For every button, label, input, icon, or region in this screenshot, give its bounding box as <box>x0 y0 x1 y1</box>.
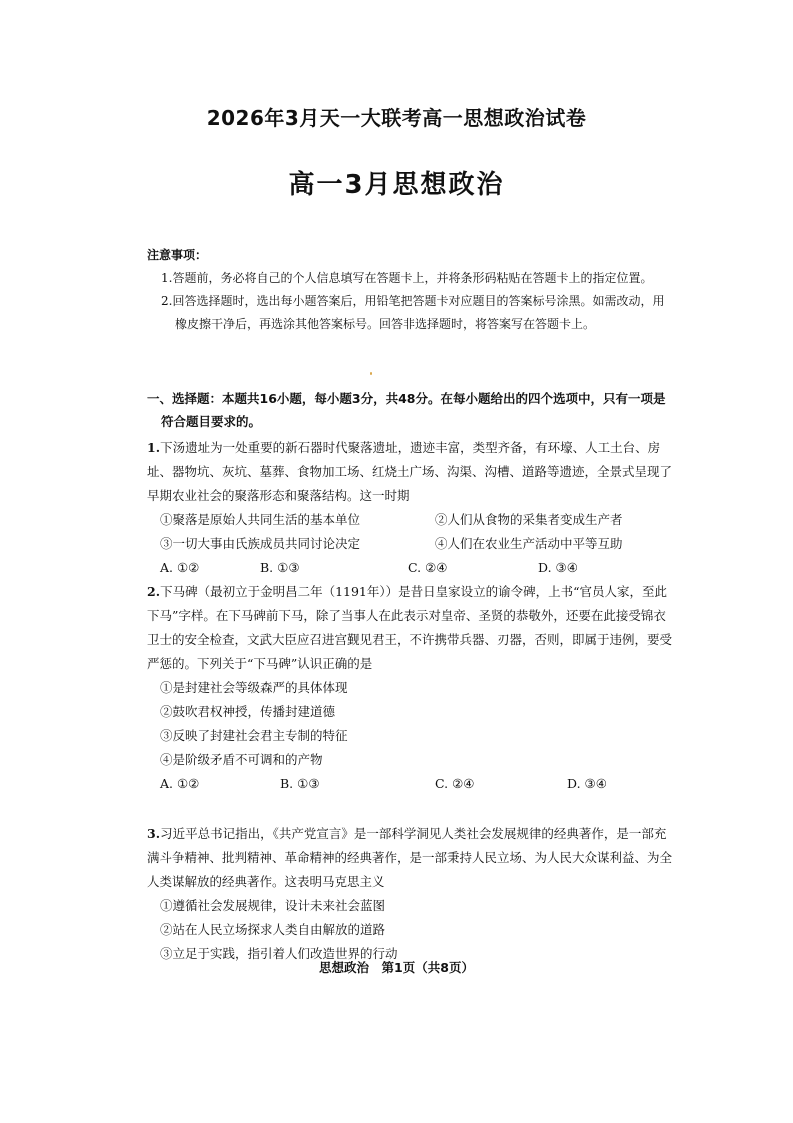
section-heading-line1: 一、选择题：本题共16小题，每小题3分，共48分。在每小题给出的四个选项中，只有一项是 <box>147 391 666 406</box>
option-2: ②站在人民立场探求人类自由解放的道路 <box>160 922 386 937</box>
question-text: 习近平总书记指出，《共产党宣言》是一部科学洞见人类社会发展规律的经典著作，是一部充满斗争精神、批判精神、革命精神的经典著作，是一部秉持人民立场、为人民大众谋利益、为全人类谋解放的经典著作。这表明马克思主义 <box>147 826 673 889</box>
question-2-options <box>147 676 672 772</box>
choice-a: A. ①② <box>160 560 200 575</box>
notes-heading: 注意事项： <box>147 248 208 262</box>
option-1: ①遵循社会发展规律，设计未来社会蓝图 <box>160 898 386 913</box>
question-1-choices <box>147 556 672 580</box>
option-1: ①是封建社会等级森严的具体体现 <box>160 680 348 695</box>
note-item-2: 2.回答选择题时，选出每小题答案后，用铅笔把答题卡对应题目的答案标号涂黑。如需改动，用橡皮擦干净后，再选涂其他答案标号。回答非选择题时，将答案写在答题卡上。 <box>161 294 665 331</box>
option-1: ①聚落是原始人共同生活的基本单位 <box>160 512 361 527</box>
scan-speck <box>370 372 372 375</box>
option-3: ③反映了封建社会君主专制的特征 <box>160 728 348 743</box>
question-number: 3. <box>147 826 161 841</box>
option-3: ③一切大事由氏族成员共同讨论决定 <box>160 536 361 551</box>
notes-section <box>147 244 672 336</box>
choice-d: D. ③④ <box>567 776 607 791</box>
section-heading <box>147 387 672 433</box>
question-text: 下汤遗址为一处重要的新石器时代聚落遗址，遗迹丰富，类型齐备，有环壕、人工土台、房址、器物坑、灰坑、墓葬、食物加工场、红烧土广场、沟渠、沟槽、道路等遗迹，全景式呈现了早期农业社会的聚落形态和聚落结构。这一时期 <box>147 440 673 503</box>
question-3-stem <box>147 822 672 894</box>
question-3-options <box>147 894 672 966</box>
section-heading-line2: 符合题目要求的。 <box>161 414 262 429</box>
option-2: ②鼓吹君权神授，传播封建道德 <box>160 704 336 719</box>
exam-main-title: 高一3月思想政治 <box>288 170 505 200</box>
choice-b: B. ①③ <box>280 776 320 791</box>
question-1-options <box>147 508 672 556</box>
choice-c: C. ②④ <box>435 776 475 791</box>
question-2-stem <box>147 580 672 676</box>
choice-b: B. ①③ <box>260 560 300 575</box>
option-4: ④人们在农业生产活动中平等互助 <box>435 536 623 551</box>
choice-c: C. ②④ <box>408 560 448 575</box>
question-text: 下马碑（最初立于金明昌二年（1191年））是昔日皇家设立的谕令碑，上书“官员人家，至此下马”字样。在下马碑前下马，除了当事人在此表示对皇帝、圣贤的恭敬外，还要在此接受锦衣卫士的安全检查，文武大臣应召进宫觐见君王，不许携带兵器、刃器，否则，即属于违例，要受严惩的。下列关于“下马碑”认识正确的是 <box>147 584 673 671</box>
option-3: ③立足于实践，指引着人们改造世界的行动 <box>160 946 398 961</box>
question-2 <box>147 580 672 796</box>
question-1 <box>147 436 672 580</box>
option-2: ②人们从食物的采集者变成生产者 <box>435 512 623 527</box>
note-item-1: 1.答题前，务必将自己的个人信息填写在答题卡上，并将条形码粘贴在答题卡上的指定位置。 <box>161 271 653 285</box>
question-1-stem <box>147 436 672 508</box>
page-footer: 思想政治 第1页（共8页） <box>319 960 474 975</box>
question-2-choices <box>147 772 672 796</box>
choice-a: A. ①② <box>160 776 200 791</box>
question-3 <box>147 822 672 966</box>
question-number: 1. <box>147 440 161 455</box>
question-number: 2. <box>147 584 161 599</box>
option-4: ④是阶级矛盾不可调和的产物 <box>160 752 323 767</box>
exam-top-title: 2026年3月天一大联考高一思想政治试卷 <box>206 106 587 130</box>
choice-d: D. ③④ <box>538 560 578 575</box>
